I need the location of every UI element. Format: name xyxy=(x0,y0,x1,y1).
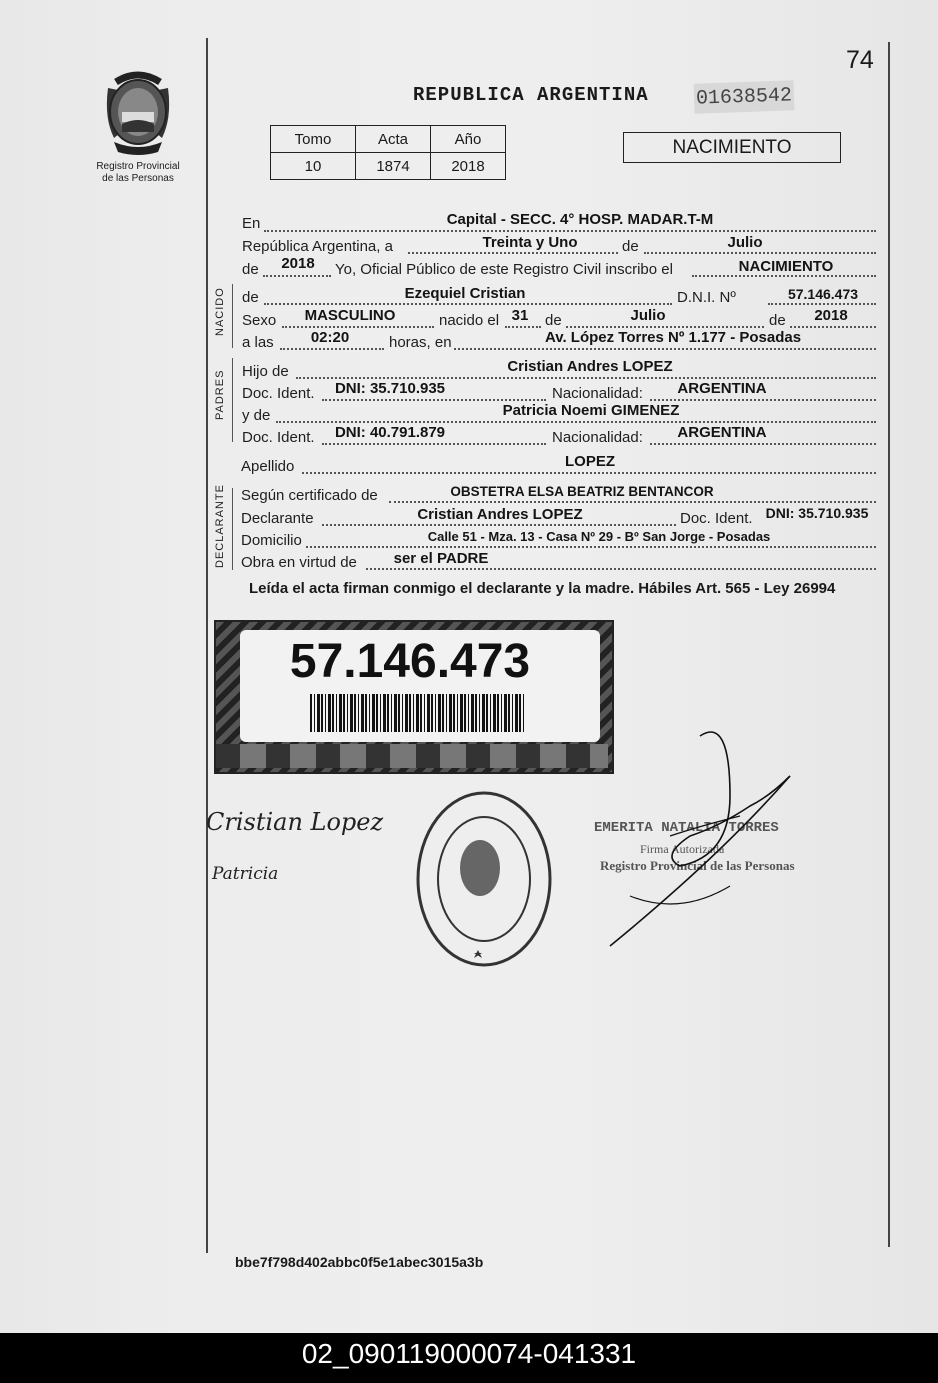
section-divider xyxy=(232,358,233,442)
de-label-2: de xyxy=(242,261,259,278)
dotted-line xyxy=(768,303,876,305)
document-hash: bbe7f798d402abbc0f5e1abec3015a3b xyxy=(235,1254,484,1270)
official-role: Firma Autorizada xyxy=(640,842,725,856)
dotted-line xyxy=(322,524,676,526)
mother-nat-value: ARGENTINA xyxy=(677,424,767,441)
footer-id-bar: 02_090119000074-041331 xyxy=(0,1333,938,1383)
domicilio-value: Calle 51 - Mza. 13 - Casa Nº 29 - Bº San Jorge - Posadas xyxy=(427,529,771,544)
padres-section-label: PADRES xyxy=(214,369,226,420)
father-doc-value: DNI: 35.710.935 xyxy=(334,380,446,397)
page-number: 74 xyxy=(846,46,874,74)
dotted-line xyxy=(644,252,876,254)
mother-name-value: Patricia Noemi GIMENEZ xyxy=(502,402,680,419)
record-type-box: NACIMIENTO xyxy=(623,132,841,163)
dotted-line xyxy=(276,421,876,423)
nacido-el-label: nacido el xyxy=(439,312,500,329)
dotted-line xyxy=(566,326,764,328)
section-divider xyxy=(232,284,233,348)
horas-label: horas, en xyxy=(389,334,452,351)
father-doc-label: Doc. Ident. xyxy=(242,385,315,402)
en-label: En xyxy=(242,215,261,232)
tomo-acta-anio-table xyxy=(270,125,506,180)
birth-time-value: 02:20 xyxy=(310,329,350,346)
official-org: Registro Provincial de las Personas xyxy=(600,858,795,873)
declarante-label: Declarante xyxy=(241,510,314,527)
birth-month-value: Julio xyxy=(630,307,666,324)
dotted-line xyxy=(692,275,876,277)
inscribe-type-value: NACIMIENTO xyxy=(738,258,834,275)
dni-label: D.N.I. Nº xyxy=(677,289,736,306)
dni-sticker-number: 57.146.473 xyxy=(289,635,531,688)
dotted-line xyxy=(790,326,876,328)
dotted-line xyxy=(306,546,876,548)
declarante-doc-label: Doc. Ident. xyxy=(680,510,753,527)
dotted-line xyxy=(263,275,331,277)
issuer-line-1: Registro Provincial xyxy=(96,161,180,172)
dotted-line xyxy=(454,348,876,350)
official-name: EMERITA NATALIA TORRES xyxy=(594,820,779,836)
dotted-line xyxy=(408,252,618,254)
place-value: Capital - SECC. 4° HOSP. MADAR.T-M xyxy=(446,211,714,228)
obra-label: Obra en virtud de xyxy=(241,554,357,571)
father-signature: Cristian Lopez xyxy=(206,808,384,836)
day-words-value: Treinta y Uno xyxy=(482,234,578,251)
sticker-pattern-strip xyxy=(216,744,608,768)
barcode xyxy=(310,694,524,732)
dotted-line xyxy=(389,501,876,503)
dotted-line xyxy=(280,348,384,350)
hijo-de-label: Hijo de xyxy=(242,363,289,380)
mother-doc-label: Doc. Ident. xyxy=(242,429,315,446)
de-label: de xyxy=(622,238,639,255)
dotted-line xyxy=(650,443,876,445)
republica-label: República Argentina, a xyxy=(242,238,393,255)
dotted-line xyxy=(264,230,876,232)
anio-value: 2018 xyxy=(431,153,506,180)
year-value: 2018 xyxy=(281,255,315,272)
birth-place-value: Av. López Torres Nº 1.177 - Posadas xyxy=(544,329,802,346)
serial-number: 01638542 xyxy=(694,80,795,113)
province-logo xyxy=(96,68,180,160)
certificado-value: OBSTETRA ELSA BEATRIZ BENTANCOR xyxy=(450,484,714,499)
dotted-line xyxy=(650,399,876,401)
acta-header: Acta xyxy=(356,126,431,153)
dotted-line xyxy=(296,377,876,379)
dotted-line xyxy=(366,568,876,570)
child-dni-value: 57.146.473 xyxy=(787,286,859,302)
mother-nac-label: Nacionalidad: xyxy=(552,429,643,446)
dotted-line xyxy=(282,326,434,328)
certificado-label: Según certificado de xyxy=(241,487,378,504)
sexo-label: Sexo xyxy=(242,312,277,329)
dotted-line xyxy=(322,399,546,401)
dotted-line xyxy=(322,443,546,445)
closing-text: Leída el acta firman conmigo el declarante y la madre. Hábiles Art. 565 - Ley 26994 xyxy=(249,580,836,597)
domicilio-label: Domicilio xyxy=(241,532,302,549)
nacido-section-label: NACIDO xyxy=(214,287,226,336)
sexo-value: MASCULINO xyxy=(304,307,396,324)
coat-of-arms-icon xyxy=(96,68,180,160)
tomo-header: Tomo xyxy=(271,126,356,153)
tomo-value: 10 xyxy=(271,153,356,180)
dni-sticker xyxy=(214,620,614,774)
oficial-text: Yo, Oficial Público de este Registro Civil inscribo el xyxy=(335,261,673,278)
birth-de-label-3: de xyxy=(769,312,786,329)
apellido-label: Apellido xyxy=(241,458,295,475)
declarante-section-label: DECLARANTE xyxy=(214,484,226,568)
father-nac-label: Nacionalidad: xyxy=(552,385,643,402)
father-nat-value: ARGENTINA xyxy=(677,380,767,397)
father-name-value: Cristian Andres LOPEZ xyxy=(507,358,673,375)
section-divider xyxy=(232,488,233,570)
declarante-doc-value: DNI: 35.710.935 xyxy=(765,505,869,521)
signature-scribble-icon xyxy=(600,716,800,956)
issuer-line-2: de las Personas xyxy=(102,173,174,184)
round-seal-icon xyxy=(414,788,554,970)
country-title: REPUBLICA ARGENTINA xyxy=(413,84,649,106)
apellido-value: LOPEZ xyxy=(564,453,615,470)
declarante-value: Cristian Andres LOPEZ xyxy=(417,506,583,523)
child-name-value: Ezequiel Cristian xyxy=(404,285,526,302)
month-value: Julio xyxy=(727,234,763,251)
official-seal xyxy=(414,788,554,970)
dotted-line xyxy=(505,326,541,328)
official-signature-scribble xyxy=(600,716,800,956)
birth-de-label: de xyxy=(545,312,562,329)
left-margin-line xyxy=(206,38,208,1253)
dotted-line xyxy=(302,472,876,474)
dotted-line xyxy=(264,303,672,305)
anio-header: Año xyxy=(431,126,506,153)
right-margin-line xyxy=(888,42,890,1247)
mother-signature: Patricia xyxy=(212,864,279,884)
obra-value: ser el PADRE xyxy=(393,550,489,567)
birth-day-value: 31 xyxy=(511,307,529,324)
a-las-label: a las xyxy=(242,334,274,351)
nacido-de-label: de xyxy=(242,289,259,306)
birth-year-value: 2018 xyxy=(814,307,848,324)
y-de-label: y de xyxy=(242,407,271,424)
mother-doc-value: DNI: 40.791.879 xyxy=(334,424,446,441)
acta-value: 1874 xyxy=(356,153,431,180)
